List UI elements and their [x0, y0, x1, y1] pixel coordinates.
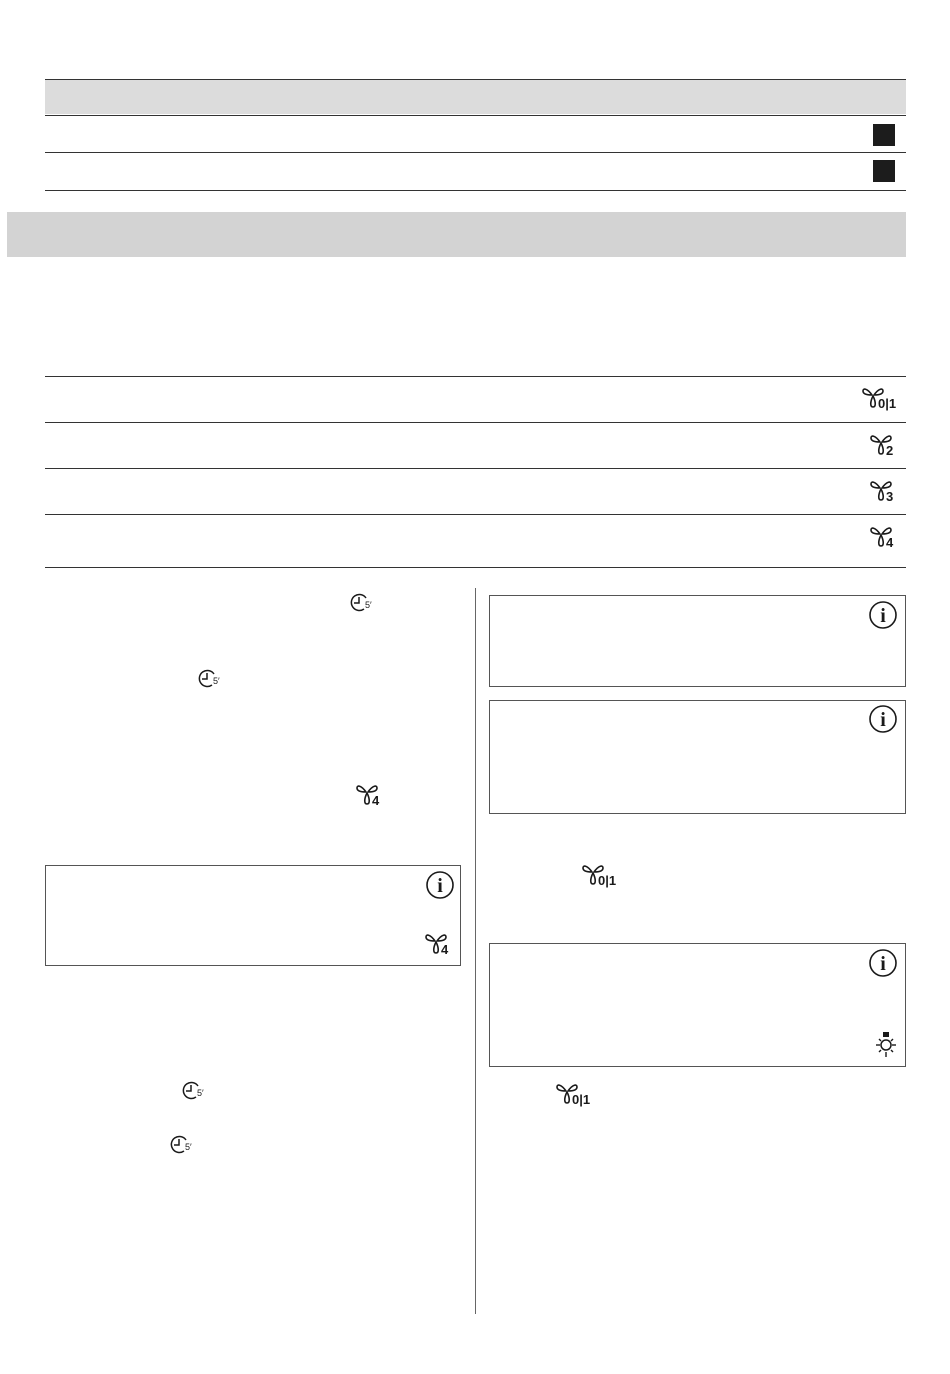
- info-note-box: [489, 595, 906, 687]
- fan-speed-4-icon: [356, 781, 388, 809]
- svg-text:i: i: [880, 953, 886, 975]
- top-table-row: [45, 116, 845, 152]
- light-bulb-icon: [872, 1031, 900, 1059]
- svg-text:5′: 5′: [365, 600, 372, 610]
- fan-speed-0-1-icon: [862, 384, 902, 412]
- svg-text:4: 4: [886, 535, 894, 550]
- timer-5-icon: [170, 1134, 198, 1156]
- fan-speed-3-icon: [870, 477, 902, 505]
- section-band: [7, 212, 906, 257]
- svg-text:0|1: 0|1: [598, 873, 617, 888]
- svg-text:0|1: 0|1: [878, 396, 897, 411]
- fan-speed-2-icon: [870, 431, 902, 459]
- info-icon: [868, 704, 898, 734]
- top-table-row: [45, 153, 845, 189]
- filled-square-icon: [873, 160, 895, 182]
- svg-text:4: 4: [441, 942, 449, 957]
- fan-table-row: [45, 515, 825, 567]
- fan-speed-4-icon: [870, 523, 902, 551]
- info-icon: [868, 948, 898, 978]
- info-icon: [425, 870, 455, 900]
- filled-square-icon: [873, 124, 895, 146]
- fan-speed-4-icon: [425, 930, 457, 958]
- timer-5-icon: [182, 1080, 210, 1102]
- info-note-box: [45, 865, 461, 966]
- svg-text:5′: 5′: [213, 676, 220, 686]
- fan-table-row: [45, 423, 825, 467]
- svg-text:5′: 5′: [185, 1142, 192, 1152]
- top-table-header: [45, 80, 906, 114]
- top-table-rule: [45, 190, 906, 191]
- info-note-box: [489, 943, 906, 1067]
- fan-speed-0-1-icon: [556, 1080, 596, 1108]
- timer-5-icon: [198, 668, 226, 690]
- svg-text:0|1: 0|1: [572, 1092, 591, 1107]
- fan-table-row: [45, 377, 825, 421]
- info-note-box: [489, 700, 906, 814]
- svg-text:3: 3: [886, 489, 894, 504]
- info-icon: [868, 600, 898, 630]
- fan-table-row: [45, 469, 825, 513]
- fan-speed-0-1-icon: [582, 861, 622, 889]
- svg-text:5′: 5′: [197, 1088, 204, 1098]
- timer-5-icon: [350, 592, 378, 614]
- svg-text:i: i: [437, 875, 443, 897]
- svg-text:2: 2: [886, 443, 894, 458]
- svg-text:4: 4: [372, 793, 380, 808]
- column-divider: [475, 588, 476, 1314]
- fan-table-rule: [45, 567, 906, 568]
- svg-text:i: i: [880, 605, 886, 627]
- svg-text:i: i: [880, 709, 886, 731]
